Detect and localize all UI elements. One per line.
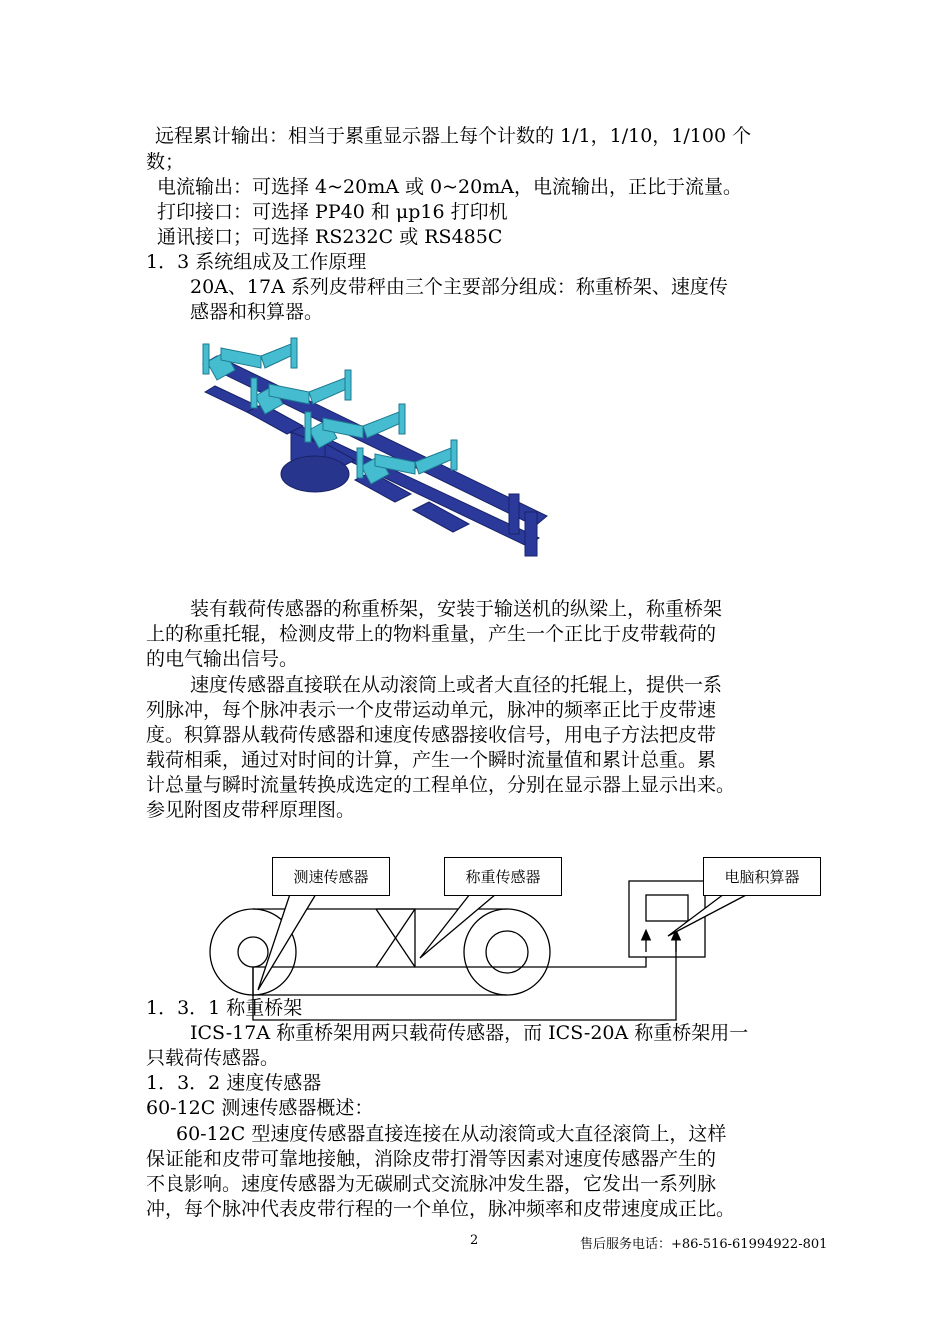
section-1-3-2-heading: 1．3．2 速度传感器 [146, 1072, 322, 1094]
para-bridge-1: 装有载荷传感器的称重桥架，安装于输送机的纵梁上，称重桥架 [190, 598, 723, 620]
para-bridge-2: 上的称重托辊，检测皮带上的物料重量，产生一个正比于皮带载荷的 [146, 623, 717, 645]
intro-line-2: 感器和积算器。 [190, 301, 324, 323]
remote-output-line: 远程累计输出：相当于累重显示器上每个计数的 1/1，1/10，1/100 个 [155, 125, 752, 147]
tail-pulley [464, 909, 550, 995]
page-number: 2 [470, 1233, 479, 1248]
para-sensor-1: 60-12C 型速度传感器直接连接在从动滚筒或大直径滚筒上，这样 [176, 1123, 727, 1145]
load-signal-line [376, 909, 646, 967]
current-output-line: 电流输出：可选择 4~20mA 或 0~20mA，电流输出，正比于流量。 [157, 176, 742, 198]
remote-output-line-cont: 数； [146, 151, 185, 173]
intro-line-1: 20A、17A 系列皮带秤由三个主要部分组成：称重桥架、速度传 [190, 276, 728, 298]
speed-sensor-label: 测速传感器 [272, 857, 390, 896]
para-speed-5: 计总量与瞬时流量转换成选定的工程单位，分别在显示器上显示出来。 [146, 774, 736, 796]
para-sensor-4: 冲，每个脉冲代表皮带行程的一个单位，脉冲频率和皮带速度成正比。 [146, 1198, 736, 1220]
para-speed-4: 载荷相乘，通过对时间的计算，产生一个瞬时流量值和累计总重。累 [146, 749, 717, 771]
para-speed-6: 参见附图皮带秤原理图。 [146, 799, 356, 821]
section-1-3-heading: 1．3 系统组成及工作原理 [146, 251, 367, 273]
para-sensor-2: 保证能和皮带可靠地接触，消除皮带打滑等因素对速度传感器产生的 [146, 1148, 717, 1170]
comm-interface-line: 通讯接口；可选择 RS232C 或 RS485C [157, 226, 503, 248]
print-interface-line: 打印接口：可选择 PP40 和 μp16 打印机 [157, 201, 508, 223]
para-bridge-3: 的电气输出信号。 [146, 648, 299, 670]
integrator-display [646, 895, 688, 921]
para-speed-3: 度。积算器从载荷传感器和速度传感器接收信号，用电子方法把皮带 [146, 724, 717, 746]
section-1-3-1-heading: 1．3．1 称重桥架 [146, 997, 303, 1019]
para-bridge-type-1: ICS-17A 称重桥架用两只载荷传感器，而 ICS-20A 称重桥架用一 [190, 1022, 749, 1044]
para-speed-1: 速度传感器直接联在从动滚筒上或者大直径的托辊上，提供一系 [190, 674, 723, 696]
integrator-label: 电脑积算器 [703, 857, 821, 896]
para-bridge-type-2: 只载荷传感器。 [146, 1047, 280, 1069]
load-sensor-label: 称重传感器 [444, 857, 562, 896]
para-sensor-3: 不良影响。速度传感器为无碳刷式交流脉冲发生器，它发出一系列脉 [146, 1173, 717, 1195]
para-speed-2: 列脉冲，每个脉冲表示一个皮带运动单元，脉冲的频率正比于皮带速 [146, 699, 717, 721]
speed-sensor-overview-heading: 60-12C 测速传感器概述： [146, 1097, 374, 1119]
service-phone: 售后服务电话：+86-516-61994922-801 [580, 1237, 828, 1252]
